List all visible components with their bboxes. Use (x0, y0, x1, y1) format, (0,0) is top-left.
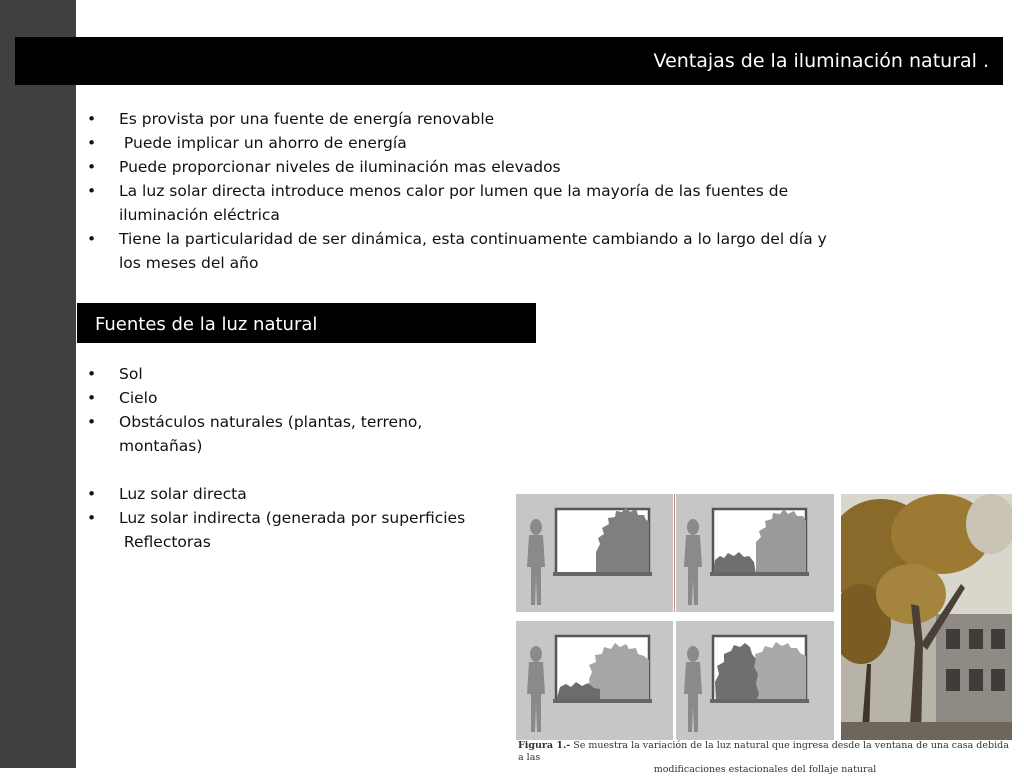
caption-line-1: Se muestra la variación de la luz natural que ingresa desde la ventana de una casa debida a las (518, 740, 1009, 763)
section-title: Fuentes de la luz natural (95, 314, 318, 335)
left-sidebar-bar (0, 0, 76, 768)
bullet-icon: • (87, 365, 97, 383)
bullet-icon: • (87, 110, 97, 128)
bullet-icon: • (87, 509, 97, 527)
list-item (87, 131, 847, 155)
list-spacer (87, 458, 507, 482)
list-item-text: Reflectoras (119, 533, 211, 551)
list-item (87, 155, 847, 179)
figure-caption (518, 740, 1012, 776)
foliage-window-figure (516, 494, 834, 740)
list-item (87, 410, 507, 458)
bullet-icon: • (87, 158, 97, 176)
list-item-text: Puede implicar un ahorro de energía (119, 134, 407, 152)
slide-title-bar (15, 37, 1003, 85)
section-header-bar (77, 303, 536, 343)
list-item-text: Obstáculos naturales (plantas, terreno, montañas) (119, 413, 423, 455)
window-illustrations (516, 494, 834, 740)
advantages-list (87, 107, 847, 275)
list-item-text: Puede proporcionar niveles de iluminación mas elevados (119, 158, 561, 176)
bullet-icon: • (87, 413, 97, 431)
list-item (87, 227, 847, 275)
list-item-text: Es provista por una fuente de energía renovable (119, 110, 495, 128)
list-item (87, 179, 847, 227)
list-item (87, 482, 507, 506)
bullet-icon: • (87, 134, 97, 152)
bullet-icon: • (87, 389, 97, 407)
list-item-continuation (87, 530, 507, 554)
list-item (87, 362, 507, 386)
list-item-text: Cielo (119, 389, 158, 407)
street-trees-photo (841, 494, 1012, 740)
list-item (87, 386, 507, 410)
tree-photo-image (841, 494, 1012, 740)
caption-line-2: modificaciones estacionales del follaje natural (653, 764, 877, 775)
bullet-icon: • (87, 485, 97, 503)
bullet-icon: • (87, 182, 97, 200)
slide-title: Ventajas de la iluminación natural . (653, 50, 989, 72)
list-item-text: Luz solar indirecta (generada por superficies (119, 509, 466, 527)
list-item-text: Tiene la particularidad de ser dinámica, esta continuamente cambiando a lo largo del día y los meses del año (119, 230, 827, 272)
list-item-text: Sol (119, 365, 143, 383)
list-item (87, 107, 847, 131)
list-item (87, 506, 507, 530)
list-item-text: La luz solar directa introduce menos calor por lumen que la mayoría de las fuentes de iluminación eléctrica (119, 182, 789, 224)
list-item-text: Luz solar directa (119, 485, 247, 503)
sources-list (87, 362, 507, 554)
bullet-icon: • (87, 230, 97, 248)
caption-label: Figura 1.- (518, 740, 571, 751)
